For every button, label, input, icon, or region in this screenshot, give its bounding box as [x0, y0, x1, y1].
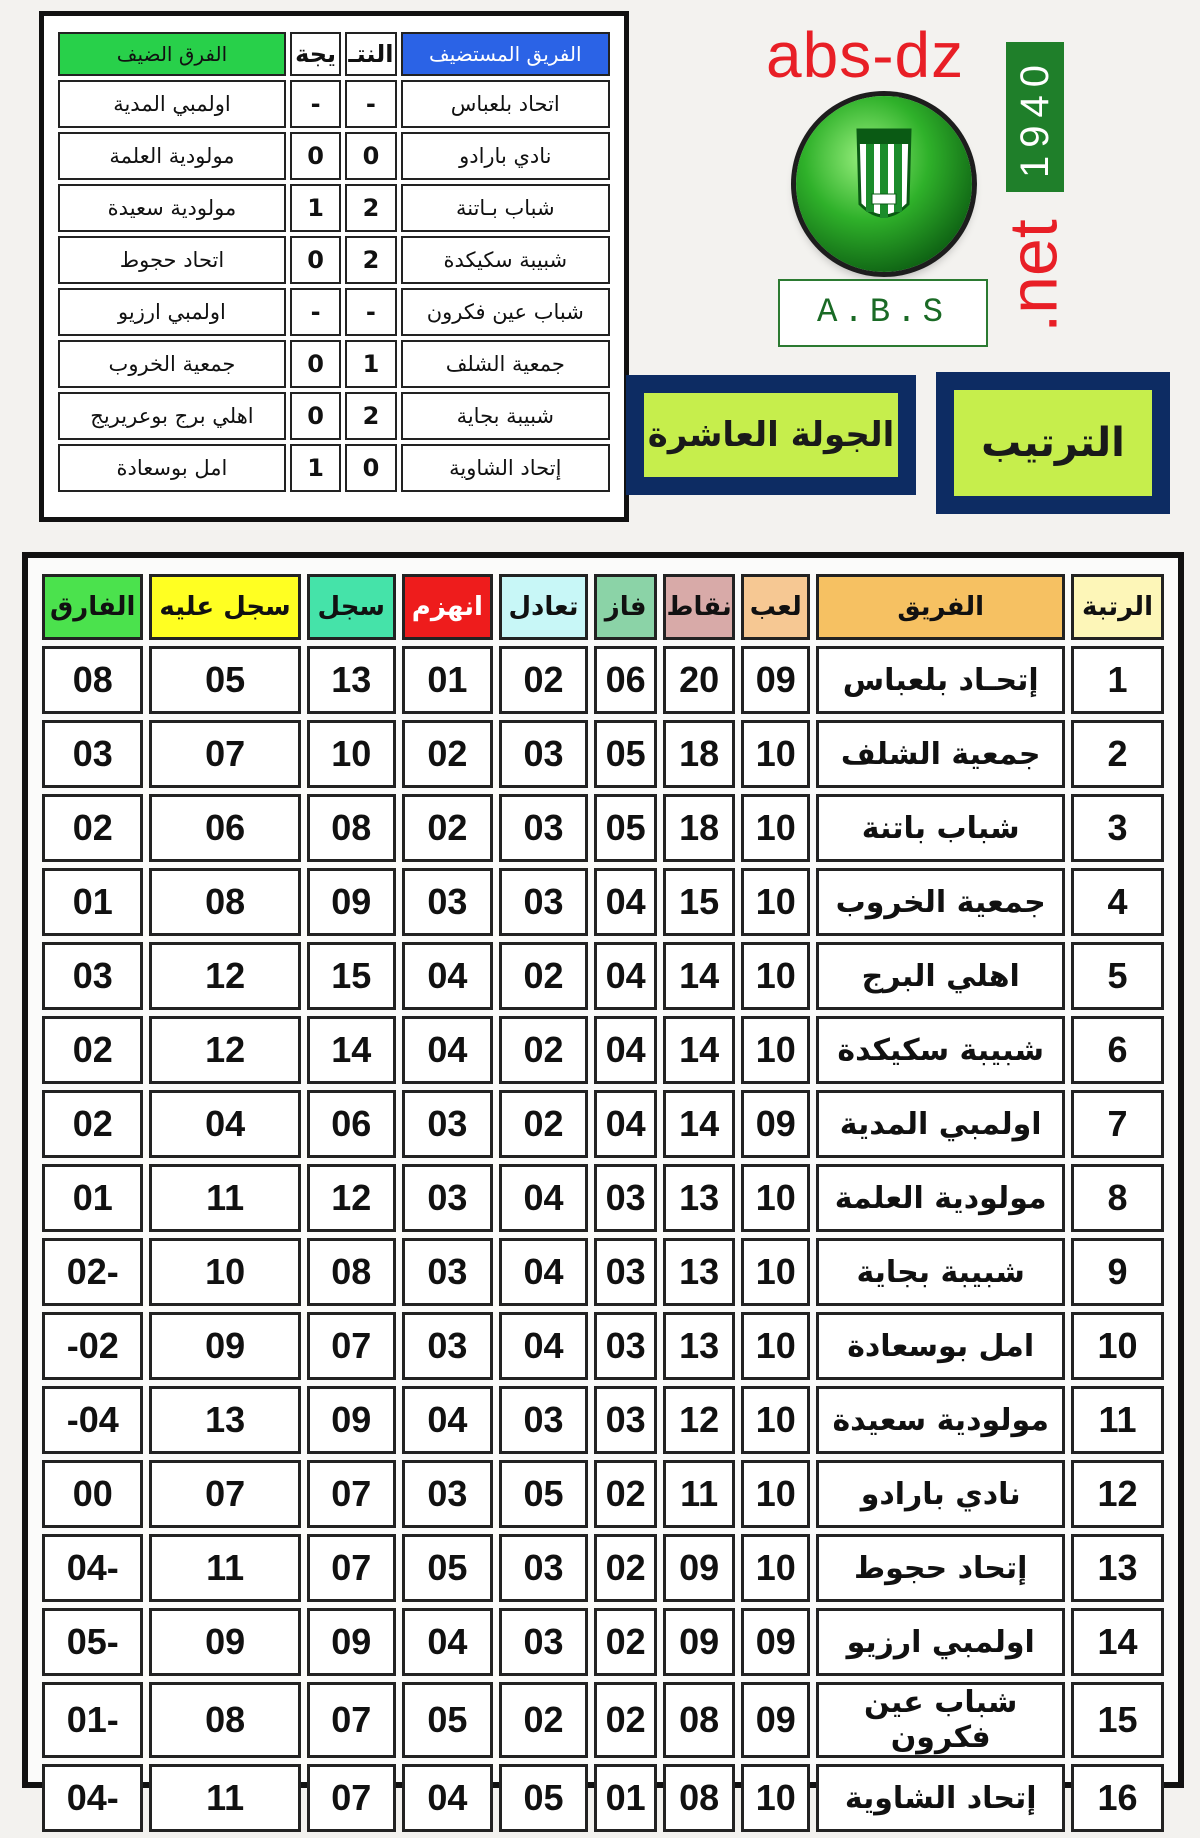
goal-diff-cell: 02-: [42, 1312, 143, 1380]
won-cell: 04: [594, 1016, 657, 1084]
standings-body: [42, 646, 1164, 1832]
away-team: اولمبي المدية: [58, 80, 286, 128]
goal-diff-cell: -01: [42, 1682, 143, 1758]
drawn-cell: 04: [499, 1312, 588, 1380]
drawn-cell: 04: [499, 1238, 588, 1306]
rank-header: الرتبة: [1071, 574, 1164, 640]
results-header-row: [58, 32, 610, 76]
goals-for-cell: 06: [307, 1090, 396, 1158]
lost-cell: 03: [402, 1090, 493, 1158]
points-cell: 14: [663, 942, 735, 1010]
played-header: لعب: [741, 574, 810, 640]
goals-against-cell: 06: [149, 794, 300, 862]
goal-diff-cell: 02: [42, 794, 143, 862]
goals-against-cell: 07: [149, 720, 300, 788]
drawn-cell: 03: [499, 794, 588, 862]
results-body: [58, 80, 610, 492]
goals-for-cell: 15: [307, 942, 396, 1010]
home-team: شبيبة بجاية: [401, 392, 610, 440]
played-cell: 10: [741, 1534, 810, 1602]
won-cell: 02: [594, 1534, 657, 1602]
rank-cell: 6: [1071, 1016, 1164, 1084]
points-cell: 08: [663, 1764, 735, 1832]
drawn-cell: 02: [499, 1682, 588, 1758]
away-team-header: الفرق الضيف: [58, 32, 286, 76]
match-row: [58, 288, 610, 336]
home-goals: 2: [345, 236, 396, 284]
played-cell: 10: [741, 942, 810, 1010]
club-abbreviation: A.B.S: [778, 279, 988, 347]
drawn-cell: 03: [499, 720, 588, 788]
goals-against-cell: 11: [149, 1764, 300, 1832]
standings-row: [42, 1164, 1164, 1232]
round-badge-label: الجولة العاشرة: [647, 415, 895, 455]
home-team: إتحاد الشاوية: [401, 444, 610, 492]
played-cell: 09: [741, 1090, 810, 1158]
points-cell: 20: [663, 646, 735, 714]
won-cell: 04: [594, 868, 657, 936]
away-goals: 0: [290, 132, 341, 180]
goal-diff-cell: 03: [42, 720, 143, 788]
team-name: اهلي البرج: [816, 942, 1065, 1010]
standings-row: [42, 794, 1164, 862]
goal-diff-cell: 01: [42, 1164, 143, 1232]
goals-for-cell: 07: [307, 1460, 396, 1528]
rank-cell: 2: [1071, 720, 1164, 788]
away-team: اتحاد حجوط: [58, 236, 286, 284]
team-name: شبيبة بجاية: [816, 1238, 1065, 1306]
drawn-cell: 02: [499, 942, 588, 1010]
away-team: مولودية العلمة: [58, 132, 286, 180]
drawn-cell: 03: [499, 1608, 588, 1676]
site-name: abs-dz: [766, 19, 965, 91]
standings-badge: [936, 372, 1170, 514]
goal-diff-cell: -04: [42, 1534, 143, 1602]
match-row: [58, 236, 610, 284]
standings-row: [42, 942, 1164, 1010]
team-name: نادي بارادو: [816, 1460, 1065, 1528]
crest-shield-icon: [796, 96, 972, 272]
lost-cell: 03: [402, 1460, 493, 1528]
home-team: اتحاد بلعباس: [401, 80, 610, 128]
lost-cell: 03: [402, 1164, 493, 1232]
played-cell: 10: [741, 1386, 810, 1454]
team-name: جمعية الشلف: [816, 720, 1065, 788]
played-cell: 09: [741, 646, 810, 714]
goals-against-cell: 05: [149, 646, 300, 714]
points-header: نقاط: [663, 574, 735, 640]
rank-cell: 10: [1071, 1312, 1164, 1380]
points-cell: 09: [663, 1608, 735, 1676]
standings-table: [36, 568, 1170, 1838]
won-cell: 03: [594, 1312, 657, 1380]
goals-against-cell: 08: [149, 868, 300, 936]
match-row: [58, 392, 610, 440]
match-row: [58, 444, 610, 492]
team-name: امل بوسعادة: [816, 1312, 1065, 1380]
played-cell: 10: [741, 1460, 810, 1528]
lost-header: انهزم: [402, 574, 493, 640]
standings-row: [42, 868, 1164, 936]
lost-cell: 05: [402, 1682, 493, 1758]
standings-panel: [22, 552, 1184, 1818]
goals-against-cell: 11: [149, 1534, 300, 1602]
standings-row: [42, 1238, 1164, 1306]
team-name: شباب باتنة: [816, 794, 1065, 862]
points-cell: 14: [663, 1090, 735, 1158]
won-cell: 01: [594, 1764, 657, 1832]
rank-cell: 14: [1071, 1608, 1164, 1676]
goal-diff-cell: -04: [42, 1764, 143, 1832]
goals-for-cell: 07: [307, 1534, 396, 1602]
played-cell: 10: [741, 1164, 810, 1232]
won-cell: 03: [594, 1164, 657, 1232]
goals-for-cell: 09: [307, 1386, 396, 1454]
home-team-header: الفريق المستضيف: [401, 32, 610, 76]
goals-against-cell: 09: [149, 1608, 300, 1676]
away-team: اولمبي ارزيو: [58, 288, 286, 336]
goals-against-cell: 10: [149, 1238, 300, 1306]
lost-cell: 02: [402, 720, 493, 788]
goal-diff-cell: -05: [42, 1608, 143, 1676]
lost-cell: 04: [402, 942, 493, 1010]
won-cell: 02: [594, 1608, 657, 1676]
goal-diff-cell: 08: [42, 646, 143, 714]
home-team: شباب بـاتنة: [401, 184, 610, 232]
standings-badge-label: الترتيب: [981, 420, 1125, 466]
played-cell: 10: [741, 1312, 810, 1380]
drawn-cell: 03: [499, 1534, 588, 1602]
rank-cell: 5: [1071, 942, 1164, 1010]
away-goals: 0: [290, 340, 341, 388]
founding-year-strip: [1006, 42, 1064, 192]
team-name: شباب عين فكرون: [816, 1682, 1065, 1758]
played-cell: 10: [741, 868, 810, 936]
away-goals: -: [290, 80, 341, 128]
points-cell: 13: [663, 1164, 735, 1232]
points-cell: 14: [663, 1016, 735, 1084]
goals-against-cell: 08: [149, 1682, 300, 1758]
standings-row: [42, 1460, 1164, 1528]
lost-cell: 04: [402, 1608, 493, 1676]
lost-cell: 05: [402, 1534, 493, 1602]
rank-cell: 12: [1071, 1460, 1164, 1528]
goal-diff-cell: 02: [42, 1090, 143, 1158]
goals-against-cell: 11: [149, 1164, 300, 1232]
standings-row: [42, 1016, 1164, 1084]
lost-cell: 04: [402, 1386, 493, 1454]
played-cell: 10: [741, 1238, 810, 1306]
won-header: فاز: [594, 574, 657, 640]
home-goals: 2: [345, 392, 396, 440]
rank-cell: 16: [1071, 1764, 1164, 1832]
points-cell: 13: [663, 1312, 735, 1380]
rank-cell: 3: [1071, 794, 1164, 862]
rank-cell: 15: [1071, 1682, 1164, 1758]
goals-for-cell: 07: [307, 1312, 396, 1380]
goals-against-cell: 04: [149, 1090, 300, 1158]
tld-text: .net: [996, 219, 1073, 333]
goals-for-cell: 07: [307, 1682, 396, 1758]
rank-cell: 11: [1071, 1386, 1164, 1454]
away-goals: 1: [290, 184, 341, 232]
club-crest-icon: [796, 96, 972, 272]
drawn-cell: 03: [499, 868, 588, 936]
team-name: اولمبي المدية: [816, 1090, 1065, 1158]
goals-for-cell: 09: [307, 868, 396, 936]
match-row: [58, 184, 610, 232]
goals-against-cell: 13: [149, 1386, 300, 1454]
goals-for-header: سجل: [307, 574, 396, 640]
standings-row: [42, 720, 1164, 788]
team-name: إتحـاد بلعباس: [816, 646, 1065, 714]
rank-cell: 13: [1071, 1534, 1164, 1602]
team-header: الفريق: [816, 574, 1065, 640]
points-cell: 15: [663, 868, 735, 936]
played-cell: 09: [741, 1608, 810, 1676]
match-row: [58, 340, 610, 388]
team-name: اولمبي ارزيو: [816, 1608, 1065, 1676]
lost-cell: 03: [402, 868, 493, 936]
results-table: [54, 28, 614, 496]
lost-cell: 03: [402, 1238, 493, 1306]
rank-cell: 1: [1071, 646, 1164, 714]
standings-row: [42, 1608, 1164, 1676]
goals-for-cell: 08: [307, 1238, 396, 1306]
home-goals: -: [345, 80, 396, 128]
points-cell: 11: [663, 1460, 735, 1528]
lost-cell: 02: [402, 794, 493, 862]
standings-row: [42, 1312, 1164, 1380]
rank-cell: 9: [1071, 1238, 1164, 1306]
drawn-cell: 02: [499, 646, 588, 714]
away-goals: 1: [290, 444, 341, 492]
drawn-cell: 02: [499, 1016, 588, 1084]
drawn-cell: 04: [499, 1164, 588, 1232]
goal-diff-cell: 04-: [42, 1386, 143, 1454]
score-header-part1: النتـ: [345, 32, 396, 76]
drawn-cell: 02: [499, 1090, 588, 1158]
lost-cell: 03: [402, 1312, 493, 1380]
goal-diff-cell: 01: [42, 868, 143, 936]
team-name: مولودية سعيدة: [816, 1386, 1065, 1454]
won-cell: 02: [594, 1460, 657, 1528]
standings-row: [42, 1386, 1164, 1454]
goal-diff-cell: 02: [42, 1016, 143, 1084]
points-cell: 13: [663, 1238, 735, 1306]
goals-for-cell: 14: [307, 1016, 396, 1084]
home-team: نادي بارادو: [401, 132, 610, 180]
points-cell: 09: [663, 1534, 735, 1602]
standings-row: [42, 646, 1164, 714]
away-team: اهلي برج بوعريريج: [58, 392, 286, 440]
round-badge-inner: [640, 389, 902, 481]
home-goals: 1: [345, 340, 396, 388]
away-team: مولودية سعيدة: [58, 184, 286, 232]
goals-for-cell: 07: [307, 1764, 396, 1832]
rank-cell: 4: [1071, 868, 1164, 936]
standings-row: [42, 1534, 1164, 1602]
match-row: [58, 80, 610, 128]
rank-cell: 8: [1071, 1164, 1164, 1232]
goals-against-header: سجل عليه: [149, 574, 300, 640]
away-goals: -: [290, 288, 341, 336]
home-team: شبيبة سكيكدة: [401, 236, 610, 284]
points-cell: 18: [663, 720, 735, 788]
goals-for-cell: 13: [307, 646, 396, 714]
won-cell: 05: [594, 794, 657, 862]
home-goals: -: [345, 288, 396, 336]
team-name: شبيبة سكيكدة: [816, 1016, 1065, 1084]
home-goals: 2: [345, 184, 396, 232]
lost-cell: 04: [402, 1764, 493, 1832]
won-cell: 03: [594, 1238, 657, 1306]
played-cell: 09: [741, 1682, 810, 1758]
drawn-cell: 05: [499, 1460, 588, 1528]
points-cell: 08: [663, 1682, 735, 1758]
goals-against-cell: 12: [149, 1016, 300, 1084]
founding-year: 1940: [1012, 56, 1057, 178]
away-goals: 0: [290, 392, 341, 440]
goals-for-cell: 12: [307, 1164, 396, 1232]
home-goals: 0: [345, 132, 396, 180]
team-name: جمعية الخروب: [816, 868, 1065, 936]
away-team: جمعية الخروب: [58, 340, 286, 388]
away-team: امل بوسعادة: [58, 444, 286, 492]
goals-against-cell: 12: [149, 942, 300, 1010]
lost-cell: 01: [402, 646, 493, 714]
won-cell: 02: [594, 1682, 657, 1758]
played-cell: 10: [741, 720, 810, 788]
round-results-panel: [39, 11, 629, 522]
played-cell: 10: [741, 794, 810, 862]
played-cell: 10: [741, 1764, 810, 1832]
home-goals: 0: [345, 444, 396, 492]
tld-strip: [994, 196, 1074, 356]
points-cell: 18: [663, 794, 735, 862]
standings-row: [42, 1682, 1164, 1758]
goals-for-cell: 09: [307, 1608, 396, 1676]
team-name: مولودية العلمة: [816, 1164, 1065, 1232]
team-name: إتحاد حجوط: [816, 1534, 1065, 1602]
standings-badge-inner: [950, 386, 1156, 500]
drawn-header: تعادل: [499, 574, 588, 640]
round-badge: [626, 375, 916, 495]
standings-row: [42, 1764, 1164, 1832]
goals-against-cell: 09: [149, 1312, 300, 1380]
standings-header-row: [42, 574, 1164, 640]
home-team: جمعية الشلف: [401, 340, 610, 388]
team-name: إتحاد الشاوية: [816, 1764, 1065, 1832]
score-header-part2: يجة: [290, 32, 341, 76]
drawn-cell: 03: [499, 1386, 588, 1454]
goal-diff-cell: -02: [42, 1238, 143, 1306]
won-cell: 05: [594, 720, 657, 788]
won-cell: 04: [594, 942, 657, 1010]
home-team: شباب عين فكرون: [401, 288, 610, 336]
goal-diff-cell: 03: [42, 942, 143, 1010]
goals-against-cell: 07: [149, 1460, 300, 1528]
goal-diff-header: الفارق: [42, 574, 143, 640]
away-goals: 0: [290, 236, 341, 284]
standings-row: [42, 1090, 1164, 1158]
won-cell: 06: [594, 646, 657, 714]
match-row: [58, 132, 610, 180]
won-cell: 04: [594, 1090, 657, 1158]
points-cell: 12: [663, 1386, 735, 1454]
drawn-cell: 05: [499, 1764, 588, 1832]
goal-diff-cell: 00: [42, 1460, 143, 1528]
rank-cell: 7: [1071, 1090, 1164, 1158]
goals-for-cell: 10: [307, 720, 396, 788]
played-cell: 10: [741, 1016, 810, 1084]
lost-cell: 04: [402, 1016, 493, 1084]
won-cell: 03: [594, 1386, 657, 1454]
goals-for-cell: 08: [307, 794, 396, 862]
